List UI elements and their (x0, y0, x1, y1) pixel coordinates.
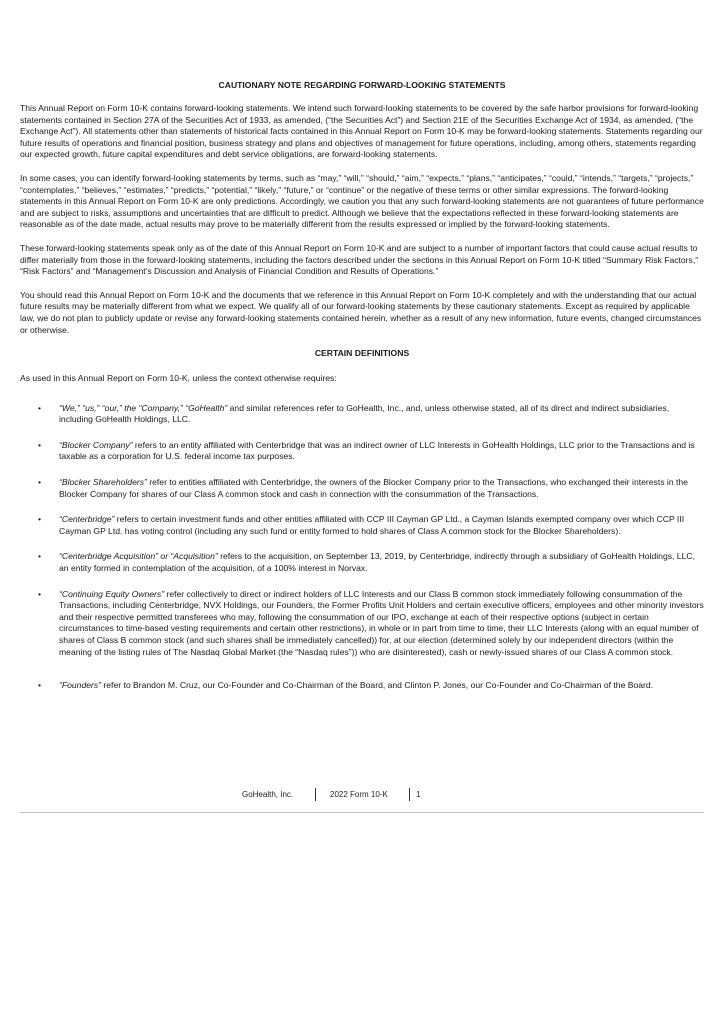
definition-item (20, 551, 704, 574)
definition-term: “Blocker Shareholders” (59, 477, 147, 488)
definition-term: “Continuing Equity Owners” (59, 588, 165, 599)
definition-text: refers to an entity affiliated with Centerbridge that was an indirect owner of LLC Interests in GoHealth Holdings, LLC prior to the Transactions and is taxable as a corporation for U.S. federal income tax purposes. (59, 439, 695, 462)
definition-term: “We,” “us,” “our,” the “Company,” “GoHealth” (59, 402, 228, 413)
footer-separator (315, 788, 316, 801)
definition-item (20, 514, 704, 537)
definitions-intro: As used in this Annual Report on Form 10-K, unless the context otherwise requires: (20, 373, 337, 384)
definition-item (20, 440, 704, 463)
footer-separator (409, 788, 410, 801)
definition-term: “Centerbridge Acquisition” or “Acquisition” (59, 551, 218, 562)
definition-text: refer to entities affiliated with Centerbridge, the owners of the Blocker Company prior to the Transactions, who exchanged their interests in the Blocker Company for shares of our Class A common stock and cash in connection with the consummation of the Transactions. (59, 477, 688, 499)
bullet: • (38, 477, 42, 488)
definition-term: “Centerbridge” (59, 514, 115, 525)
cautionary-paragraph-1: This Annual Report on Form 10-K contains forward-looking statements. We intend such forward-looking statements to be covered by the safe harbor provisions for forward-looking statements contained in Section 27A of the Securities Act of 1933, as amended, (“the Securities Act”) and Section 21E of the Securities Exchange Act of 1934, as amended, (“the Exchange Act”). All statements other than statements of historical facts contained in this Annual Report on Form 10-K may be forward-looking statements. Statements regarding our future results of operations and financial position, business strategy and plans and objectives of management for future operations, including, among others, statements regarding our expected growth, future capital expenditures and debt service obligations, are forward-looking statements. (20, 103, 703, 160)
bullet: • (38, 514, 42, 525)
document-page (20, 80, 704, 706)
bullet: • (38, 680, 42, 691)
bullet: • (38, 402, 42, 413)
cautionary-paragraph-3: These forward-looking statements speak only as of the date of this Annual Report on Form 10-K and are subject to a number of important factors that could cause actual results to differ materially from those in the forward-looking statements, including the factors described under the sections in this Annual Report on Form 10-K titled “Summary Risk Factors,” “Risk Factors” and “Management’s Discussion and Analysis of Financial Condition and Results of Operations.” (20, 242, 699, 277)
definition-item (20, 589, 704, 659)
definition-term: “Blocker Company” (59, 439, 133, 450)
cautionary-paragraph-2: In some cases, you can identify forward-looking statements by terms, such as “may,” “will,” “should,” “aim,” “expects,” “plans,” “anticipates,” “could,” “intends,” “targets,” “projects,” “contemplates,” “believes,” “estimates,” “predicts,” “potential,” “likely,” “future,” or “continue” or the negative of these terms or other similar expressions. The forward-looking statements in this Annual Report on Form 10-K are only predictions. Accordingly, we caution you that any such forward-looking statements are not guarantees of future performance and are subject to risks, assumptions and uncertainties that are difficult to predict. Although we believe that the expectations reflected in these forward-looking statements are reasonable as of the date made, actual results may prove to be materially different from the results expressed or implied by the forward-looking statements. (20, 172, 704, 230)
definition-text: refers to the acquisition, on September 13, 2019, by Centerbridge, indirectly through a subsidiary of GoHealth Holdings, LLC, an entity formed in contemplation of the acquisition, of a 100% interest in Norvax. (59, 551, 695, 574)
cautionary-paragraph-4: You should read this Annual Report on Form 10-K and the documents that we reference in this Annual Report on Form 10-K completely and with the understanding that our actual future results may be materially different from what we expect. We qualify all of our forward-looking statements by these cautionary statements. Except as required by applicable law, we do not plan to publicly update or revise any forward-looking statements contained herein, whether as a result of any new information, future events, changed circumstances or otherwise. (20, 289, 702, 335)
definitions-title: CERTAIN DEFINITIONS (314, 348, 410, 359)
definition-text: and similar references refer to GoHealth, Inc., and, unless otherwise stated, all of its direct and indirect subsidiaries, including GoHealth Holdings, LLC. (59, 402, 670, 425)
footer-rule (20, 812, 704, 813)
footer-form: 2022 Form 10-K (330, 790, 388, 799)
page-footer (0, 789, 724, 801)
definition-item (20, 403, 704, 426)
bullet: • (38, 588, 42, 599)
definition-text: refer to Brandon M. Cruz, our Co-Founder and Co-Chairman of the Board, and Clinton P. Jones, our Co-Founder and Co-Chairman of the Board. (101, 680, 654, 691)
bullet: • (38, 551, 42, 562)
definition-term: “Founders” (59, 680, 102, 691)
definition-text: refer collectively to direct or indirect holders of LLC Interests and our Class B common stock immediately following consummation of the Transactions, including Centerbridge, NVX Holdings, our Founders, the Former Profits Unit Holders and certain executive officers, employees and other minority investors and their respective permitted transferees who may, following the consummation of our IPO, exchange at each of their respective options (subject in certain circumstances to time-based vesting requirements and certain other restrictions), in whole or in part from time to time, their LLC Interests (along with an equal number of shares of Class B common stock (and such shares shall be immediately cancelled)) for, at our election (determined solely by our independent directors (within the meaning of the listing rules of The Nasdaq Global Market (the “Nasdaq rules”)) who are disinterested), cash or newly-issued shares of our Class A common stock. (59, 588, 704, 657)
cautionary-title: CAUTIONARY NOTE REGARDING FORWARD-LOOKING STATEMENTS (218, 80, 506, 90)
definition-item (20, 477, 704, 500)
footer-company: GoHealth, Inc. (242, 790, 294, 799)
definition-item (20, 680, 704, 692)
definition-text: refers to certain investment funds and other entities affiliated with CCP III Cayman GP Ltd., a Cayman Islands exempted company over which CCP III Cayman GP Ltd. has voting control (including any such fund or entity formed to hold shares of Class A common stock for the Blocker Shareholders). (59, 514, 685, 536)
page-number: 1 (416, 790, 421, 799)
bullet: • (38, 439, 42, 450)
